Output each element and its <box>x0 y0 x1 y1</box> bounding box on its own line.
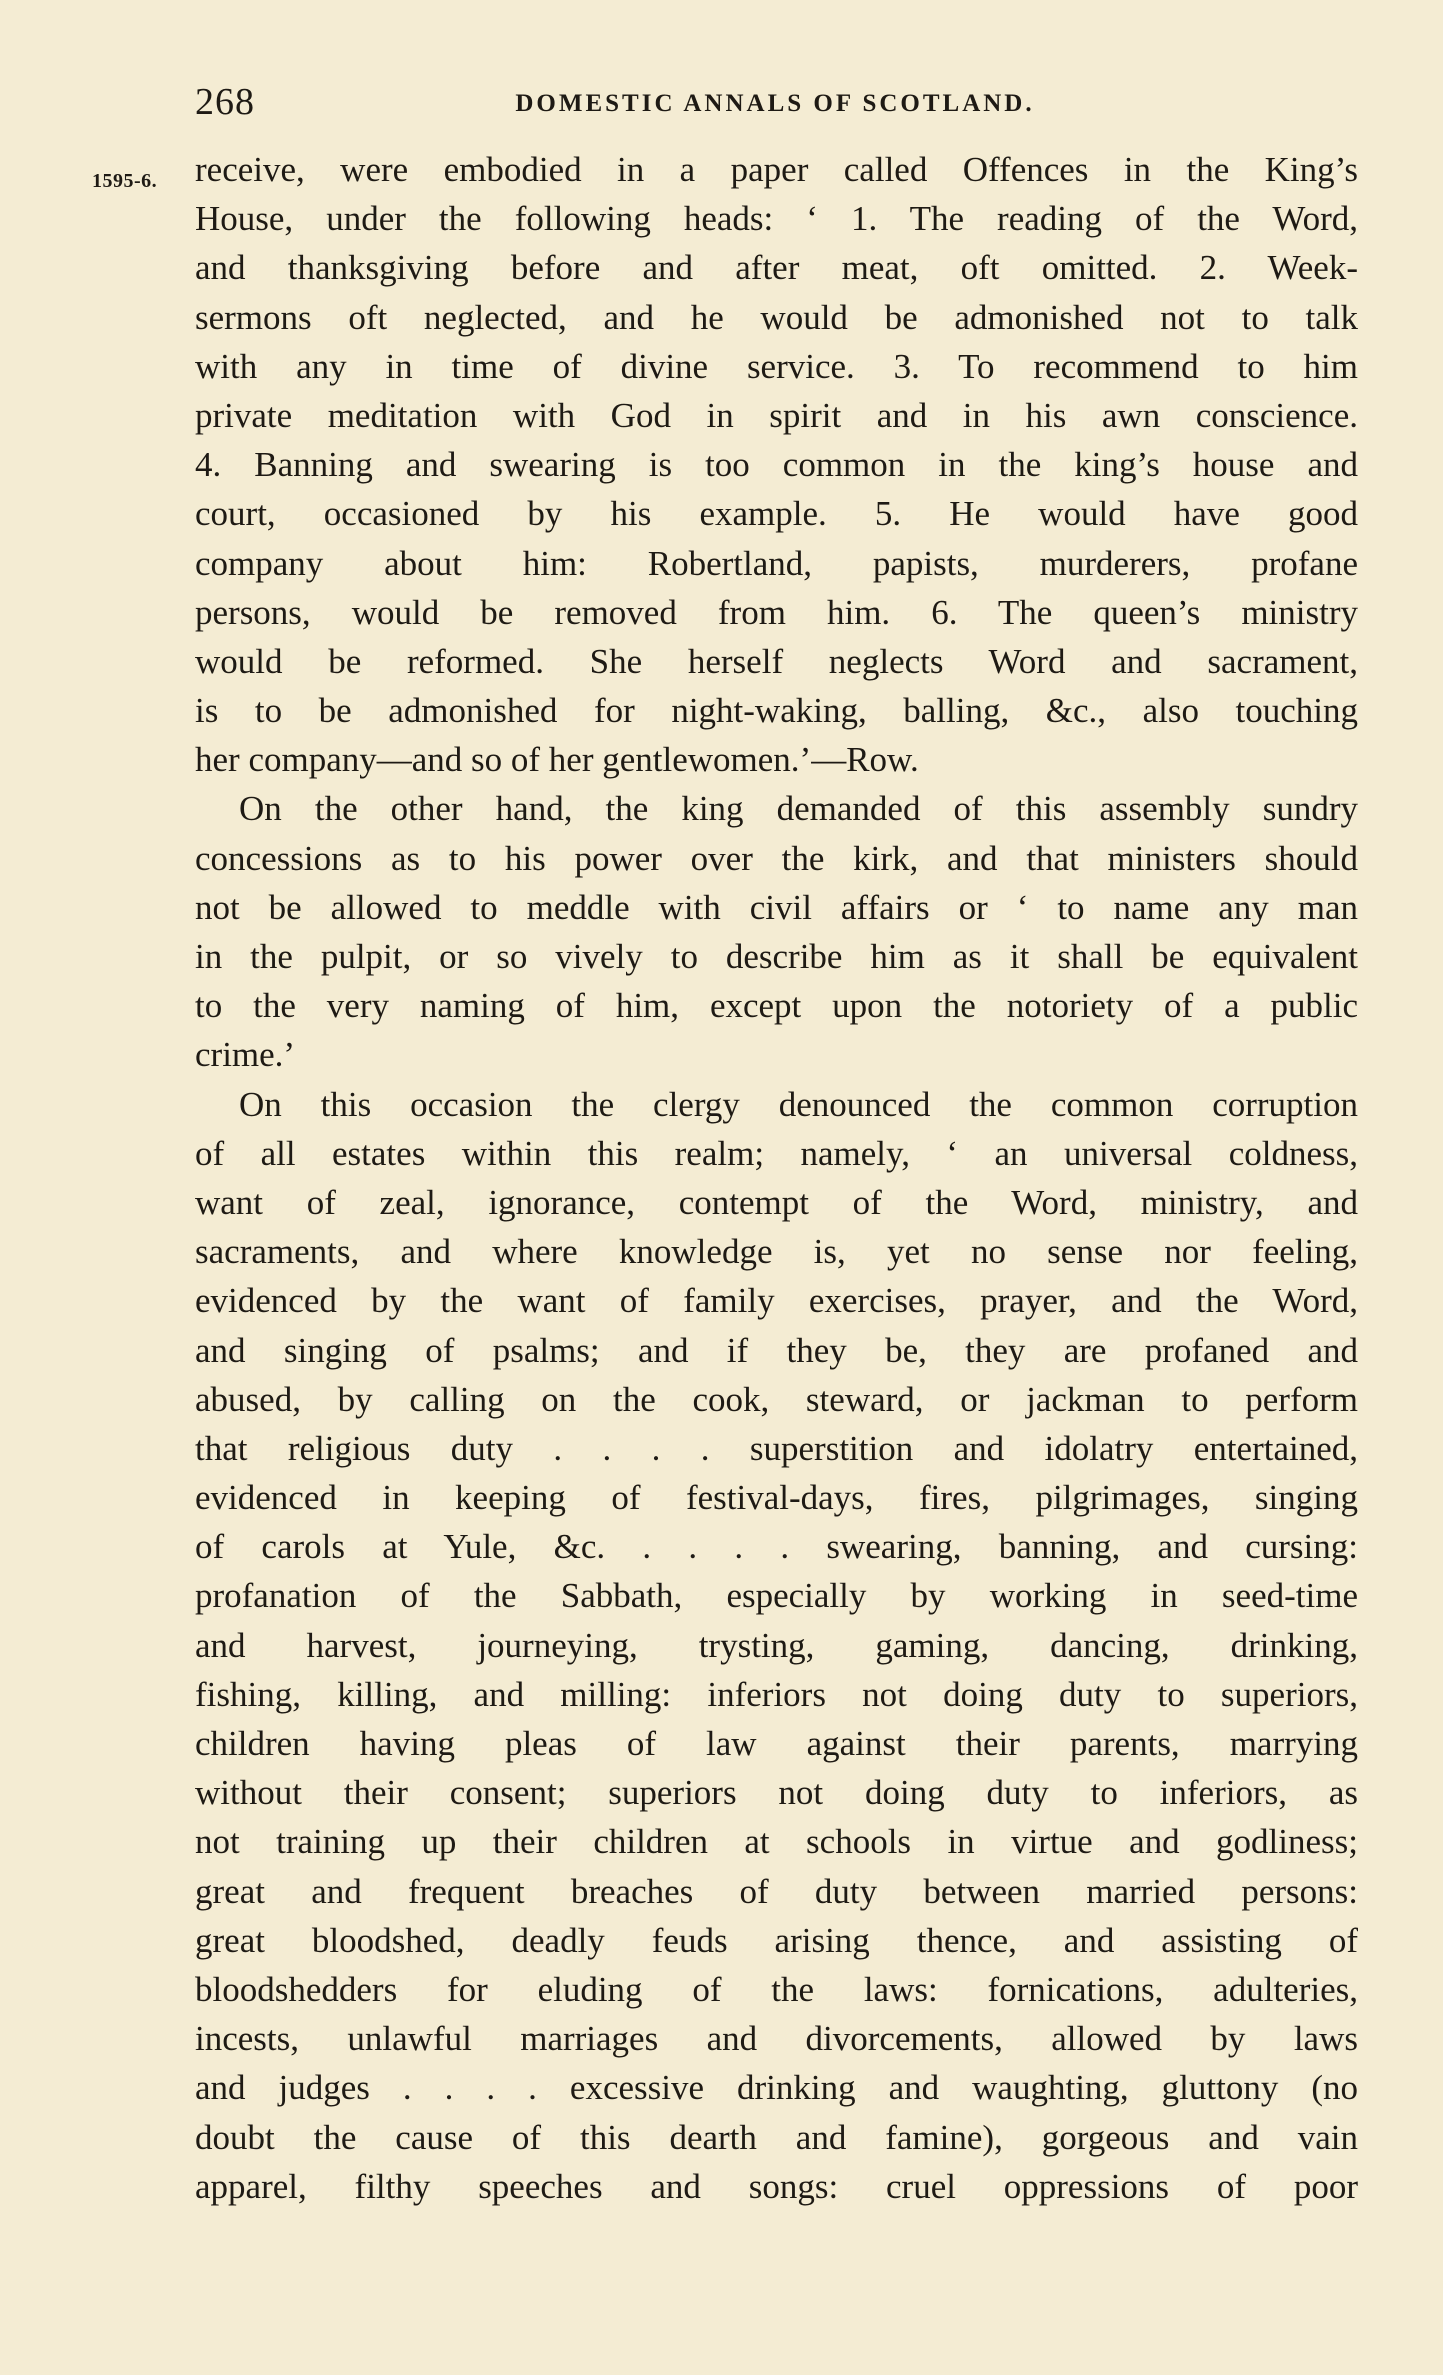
text-line: great bloodshed, deadly feuds arising thence, and assisting of <box>195 1920 1358 1960</box>
page-header <box>195 80 1355 130</box>
text-line: to the very naming of him, except upon the notoriety of a public <box>195 986 1358 1026</box>
text-line: that religious duty . . . . superstition and idolatry entertained, <box>195 1428 1358 1468</box>
text-line: fishing, killing, and milling: inferiors not doing duty to superiors, <box>195 1674 1358 1714</box>
text-line: want of zeal, ignorance, contempt of the Word, ministry, and <box>195 1182 1358 1222</box>
text-line: of all estates within this realm; namely, ‘ an universal coldness, <box>195 1133 1358 1173</box>
text-line: in the pulpit, or so vively to describe him as it shall be equivalent <box>195 937 1358 976</box>
text-line: not be allowed to meddle with civil affairs or ‘ to name any man <box>195 887 1358 927</box>
text-line: is to be admonished for night-waking, balling, &c., also touching <box>195 691 1358 731</box>
text-line: incests, unlawful marriages and divorcements, allowed by laws <box>195 2019 1358 2059</box>
body-text <box>195 145 1358 2211</box>
text-line: receive, were embodied in a paper called Offences in the King’s <box>195 150 1358 189</box>
text-line: concessions as to his power over the kirk, and that ministers should <box>195 838 1358 878</box>
text-line: children having pleas of law against their parents, marrying <box>195 1724 1358 1763</box>
page-number: 268 <box>195 81 255 123</box>
text-line: her company—and so of her gentlewomen.’—Row. <box>195 740 919 780</box>
running-title: DOMESTIC ANNALS OF SCOTLAND. <box>515 90 1035 117</box>
text-line: and thanksgiving before and after meat, oft omitted. 2. Week- <box>195 248 1358 288</box>
text-line: abused, by calling on the cook, steward, or jackman to perform <box>195 1379 1358 1419</box>
text-line: evidenced by the want of family exercises, prayer, and the Word, <box>195 1281 1358 1321</box>
text-line: and harvest, journeying, trysting, gaming, dancing, drinking, <box>195 1625 1358 1665</box>
text-line: doubt the cause of this dearth and famine), gorgeous and vain <box>195 2117 1358 2157</box>
text-line: 4. Banning and swearing is too common in the king’s house and <box>195 445 1358 485</box>
text-line: sermons oft neglected, and he would be admonished not to talk <box>195 297 1358 337</box>
text-line: private meditation with God in spirit and in his awn conscience. <box>195 395 1358 435</box>
text-line: of carols at Yule, &c. . . . . swearing, banning, and cursing: <box>195 1527 1358 1567</box>
text-line: with any in time of divine service. 3. To recommend to him <box>195 346 1358 386</box>
text-line: and singing of psalms; and if they be, they are profaned and <box>195 1330 1358 1370</box>
text-line: not training up their children at schools in virtue and godliness; <box>195 1822 1358 1862</box>
text-line: without their consent; superiors not doing duty to inferiors, as <box>195 1773 1358 1813</box>
text-line: On the other hand, the king demanded of this assembly sundry <box>239 789 1358 829</box>
text-line: On this occasion the clergy denounced the common corruption <box>239 1084 1358 1124</box>
text-line: House, under the following heads: ‘ 1. The reading of the Word, <box>195 199 1358 239</box>
text-line: sacraments, and where knowledge is, yet no sense nor feeling, <box>195 1232 1358 1272</box>
text-line: court, occasioned by his example. 5. He would have good <box>195 494 1358 534</box>
text-line: persons, would be removed from him. 6. The queen’s ministry <box>195 592 1358 632</box>
text-line: apparel, filthy speeches and songs: cruel oppressions of poor <box>195 2166 1358 2206</box>
text-line: would be reformed. She herself neglects Word and sacrament, <box>195 641 1358 681</box>
text-line: profanation of the Sabbath, especially by working in seed-time <box>195 1576 1358 1616</box>
text-line: great and frequent breaches of duty between married persons: <box>195 1871 1358 1911</box>
text-line: and judges . . . . excessive drinking and waughting, gluttony (no <box>195 2068 1358 2108</box>
margin-date: 1595-6. <box>92 170 158 192</box>
text-line: company about him: Robertland, papists, murderers, profane <box>195 543 1358 583</box>
text-line: evidenced in keeping of festival-days, fires, pilgrimages, singing <box>195 1478 1358 1518</box>
text-line: bloodshedders for eluding of the laws: fornications, adulteries, <box>195 1969 1358 2009</box>
text-line: crime.’ <box>195 1035 296 1075</box>
